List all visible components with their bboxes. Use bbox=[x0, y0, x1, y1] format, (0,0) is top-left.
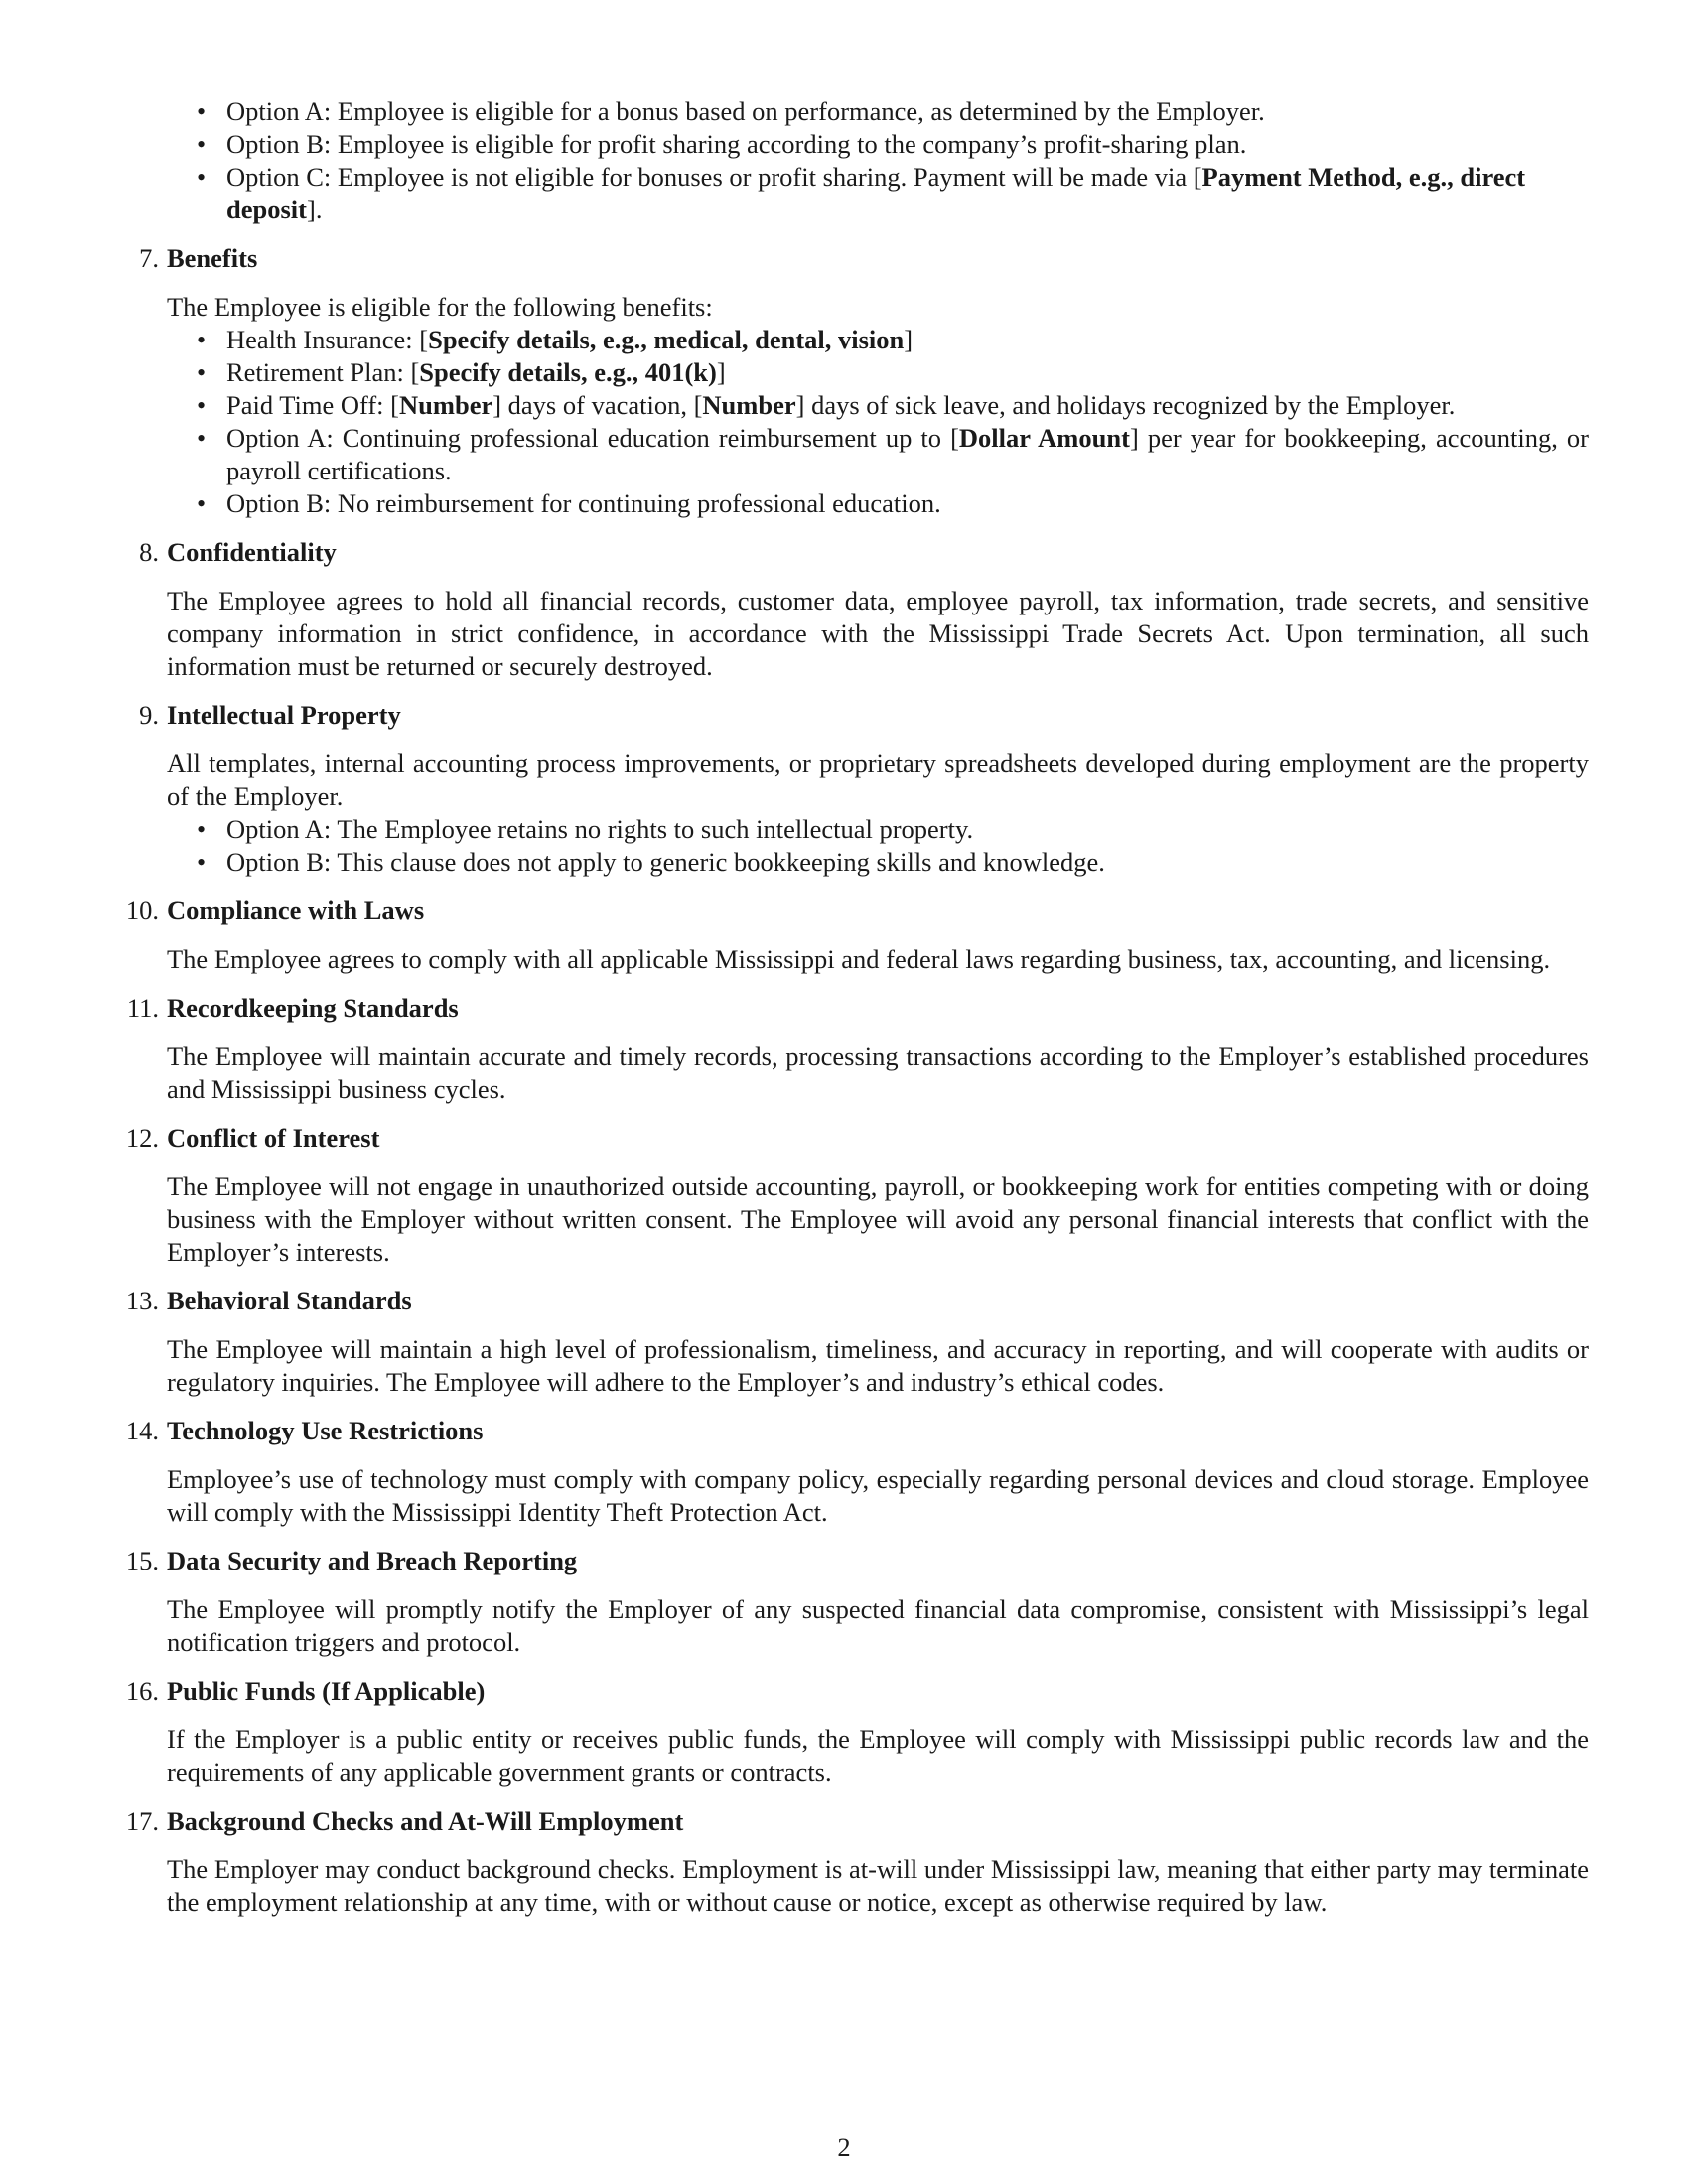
vacation-days-placeholder: Number bbox=[399, 390, 493, 420]
document-page bbox=[125, 95, 1589, 1919]
dollar-amount-placeholder: Dollar Amount bbox=[958, 423, 1130, 453]
list-item bbox=[226, 487, 1589, 520]
ip-options-list bbox=[167, 813, 1589, 879]
list-item bbox=[226, 128, 1589, 161]
section-recordkeeping bbox=[126, 992, 1589, 1106]
option-c-suffix: ]. bbox=[307, 195, 323, 224]
section-confidentiality bbox=[139, 536, 1589, 683]
benefits-list bbox=[167, 324, 1589, 520]
section-body: The Employee agrees to comply with all applicable Mississippi and federal laws regarding business, tax, accounting, and licensing. bbox=[167, 944, 1551, 974]
list-item bbox=[226, 161, 1589, 226]
list-item bbox=[226, 389, 1589, 422]
section-number: 7. bbox=[139, 243, 159, 273]
section-heading: Background Checks and At-Will Employment bbox=[167, 1806, 684, 1836]
option-c-text: Option C: Employee is not eligible for bonuses or profit sharing. Payment will be made via [ bbox=[226, 162, 1202, 192]
section-public-funds bbox=[125, 1675, 1589, 1789]
section-intellectual-property bbox=[139, 699, 1589, 879]
list-item bbox=[226, 324, 1589, 356]
section-number: 17. bbox=[125, 1806, 159, 1836]
section-body: The Employer may conduct background checks. Employment is at-will under Mississippi law, meaning that either party may terminate the employment relationship at any time, with or without cause or notice, except as otherwise required by law. bbox=[167, 1854, 1589, 1917]
section-heading: Behavioral Standards bbox=[167, 1286, 412, 1315]
bracket: ] bbox=[904, 325, 914, 354]
section-number: 14. bbox=[125, 1416, 159, 1445]
section-number: 16. bbox=[125, 1676, 159, 1706]
section-data-security bbox=[125, 1545, 1589, 1659]
retirement-placeholder: Specify details, e.g., 401(k) bbox=[419, 357, 717, 387]
section-number: 12. bbox=[125, 1123, 159, 1153]
education-option-b: Option B: No reimbursement for continuing professional education. bbox=[226, 488, 941, 518]
section-number: 13. bbox=[125, 1286, 159, 1315]
payment-method-placeholder: Payment Method, e.g., direct deposit bbox=[226, 162, 1526, 224]
section-heading: Conflict of Interest bbox=[167, 1123, 380, 1153]
section-body: The Employee is eligible for the following benefits: bbox=[167, 292, 713, 322]
section-number: 10. bbox=[125, 895, 159, 925]
education-option-a: Option A: Continuing professional education reimbursement up to [ bbox=[226, 423, 959, 453]
section-body: Employee’s use of technology must comply with company policy, especially regarding personal devices and cloud storage. Employee will comply with the Mississippi Identity Theft Protection Act. bbox=[167, 1464, 1589, 1527]
list-item bbox=[226, 813, 1589, 846]
option-a-text: Option A: Employee is eligible for a bonus based on performance, as determined by the Employer. bbox=[226, 96, 1265, 126]
health-placeholder: Specify details, e.g., medical, dental, vision bbox=[428, 325, 905, 354]
section-body: The Employee will maintain a high level of professionalism, timeliness, and accuracy in reporting, and will cooperate with audits or regulatory inquiries. The Employee will adhere to the Employer’s and industry’s ethical codes. bbox=[167, 1334, 1589, 1397]
section-number: 15. bbox=[125, 1546, 159, 1575]
section-heading: Public Funds (If Applicable) bbox=[167, 1676, 486, 1706]
section-compliance bbox=[125, 894, 1589, 976]
retirement-label: Retirement Plan: [ bbox=[226, 357, 420, 387]
pto-suffix: ] days of sick leave, and holidays recognized by the Employer. bbox=[795, 390, 1456, 420]
pto-middle: ] days of vacation, [ bbox=[492, 390, 703, 420]
section-technology-use bbox=[125, 1415, 1589, 1529]
section-number: 9. bbox=[139, 700, 159, 730]
section-number: 8. bbox=[139, 537, 159, 567]
list-item bbox=[226, 422, 1589, 487]
list-item bbox=[226, 846, 1589, 879]
section-conflict-of-interest bbox=[125, 1122, 1589, 1269]
bracket: ] bbox=[716, 357, 726, 387]
section-heading: Data Security and Breach Reporting bbox=[167, 1546, 578, 1575]
section-body: All templates, internal accounting process improvements, or proprietary spreadsheets developed during employment are the property of the Employer. bbox=[167, 749, 1589, 811]
list-item bbox=[226, 95, 1589, 128]
section-body: The Employee will not engage in unauthorized outside accounting, payroll, or bookkeeping work for entities competing with or doing business with the Employer without written consent. The Employee will avoid any personal financial interests that conflict with the Employer’s interests. bbox=[167, 1171, 1589, 1267]
section-body: If the Employer is a public entity or receives public funds, the Employee will comply with Mississippi public records law and the requirements of any applicable government grants or contracts. bbox=[167, 1724, 1589, 1787]
page-number: 2 bbox=[837, 2132, 851, 2162]
section-heading: Confidentiality bbox=[167, 537, 337, 567]
section-background-checks bbox=[125, 1805, 1589, 1919]
section-body: The Employee will maintain accurate and timely records, processing transactions according to the Employer’s established procedures and Mississippi business cycles. bbox=[167, 1041, 1589, 1104]
section-heading: Intellectual Property bbox=[167, 700, 401, 730]
section-heading: Compliance with Laws bbox=[167, 895, 425, 925]
section-heading: Recordkeeping Standards bbox=[167, 993, 459, 1023]
pto-label: Paid Time Off: [ bbox=[226, 390, 399, 420]
bonus-options-list bbox=[167, 95, 1589, 226]
section-benefits bbox=[139, 242, 1589, 520]
ip-option-b: Option B: This clause does not apply to generic bookkeeping skills and knowledge. bbox=[226, 847, 1105, 877]
section-heading: Technology Use Restrictions bbox=[167, 1416, 484, 1445]
list-item bbox=[226, 356, 1589, 389]
education-option-a-suffix: ] per year for bookkeeping, accounting, or payroll certifications. bbox=[226, 423, 1589, 485]
option-b-text: Option B: Employee is eligible for profit sharing according to the company’s profit-sharing plan. bbox=[226, 129, 1247, 159]
sick-days-placeholder: Number bbox=[702, 390, 796, 420]
health-label: Health Insurance: [ bbox=[226, 325, 429, 354]
sections-list bbox=[125, 242, 1589, 1919]
ip-option-a: Option A: The Employee retains no rights to such intellectual property. bbox=[226, 814, 974, 844]
section-heading: Benefits bbox=[167, 243, 258, 273]
section-behavioral-standards bbox=[125, 1285, 1589, 1399]
section-body: The Employee will promptly notify the Employer of any suspected financial data compromise, consistent with Mississippi’s legal notification triggers and protocol. bbox=[167, 1594, 1589, 1657]
section-body: The Employee agrees to hold all financial records, customer data, employee payroll, tax information, trade secrets, and sensitive company information in strict confidence, in accordance with the Mississippi Trade Secrets Act. Upon termination, all such information must be returned or securely destroyed. bbox=[167, 586, 1589, 681]
section-number: 11. bbox=[126, 993, 159, 1023]
